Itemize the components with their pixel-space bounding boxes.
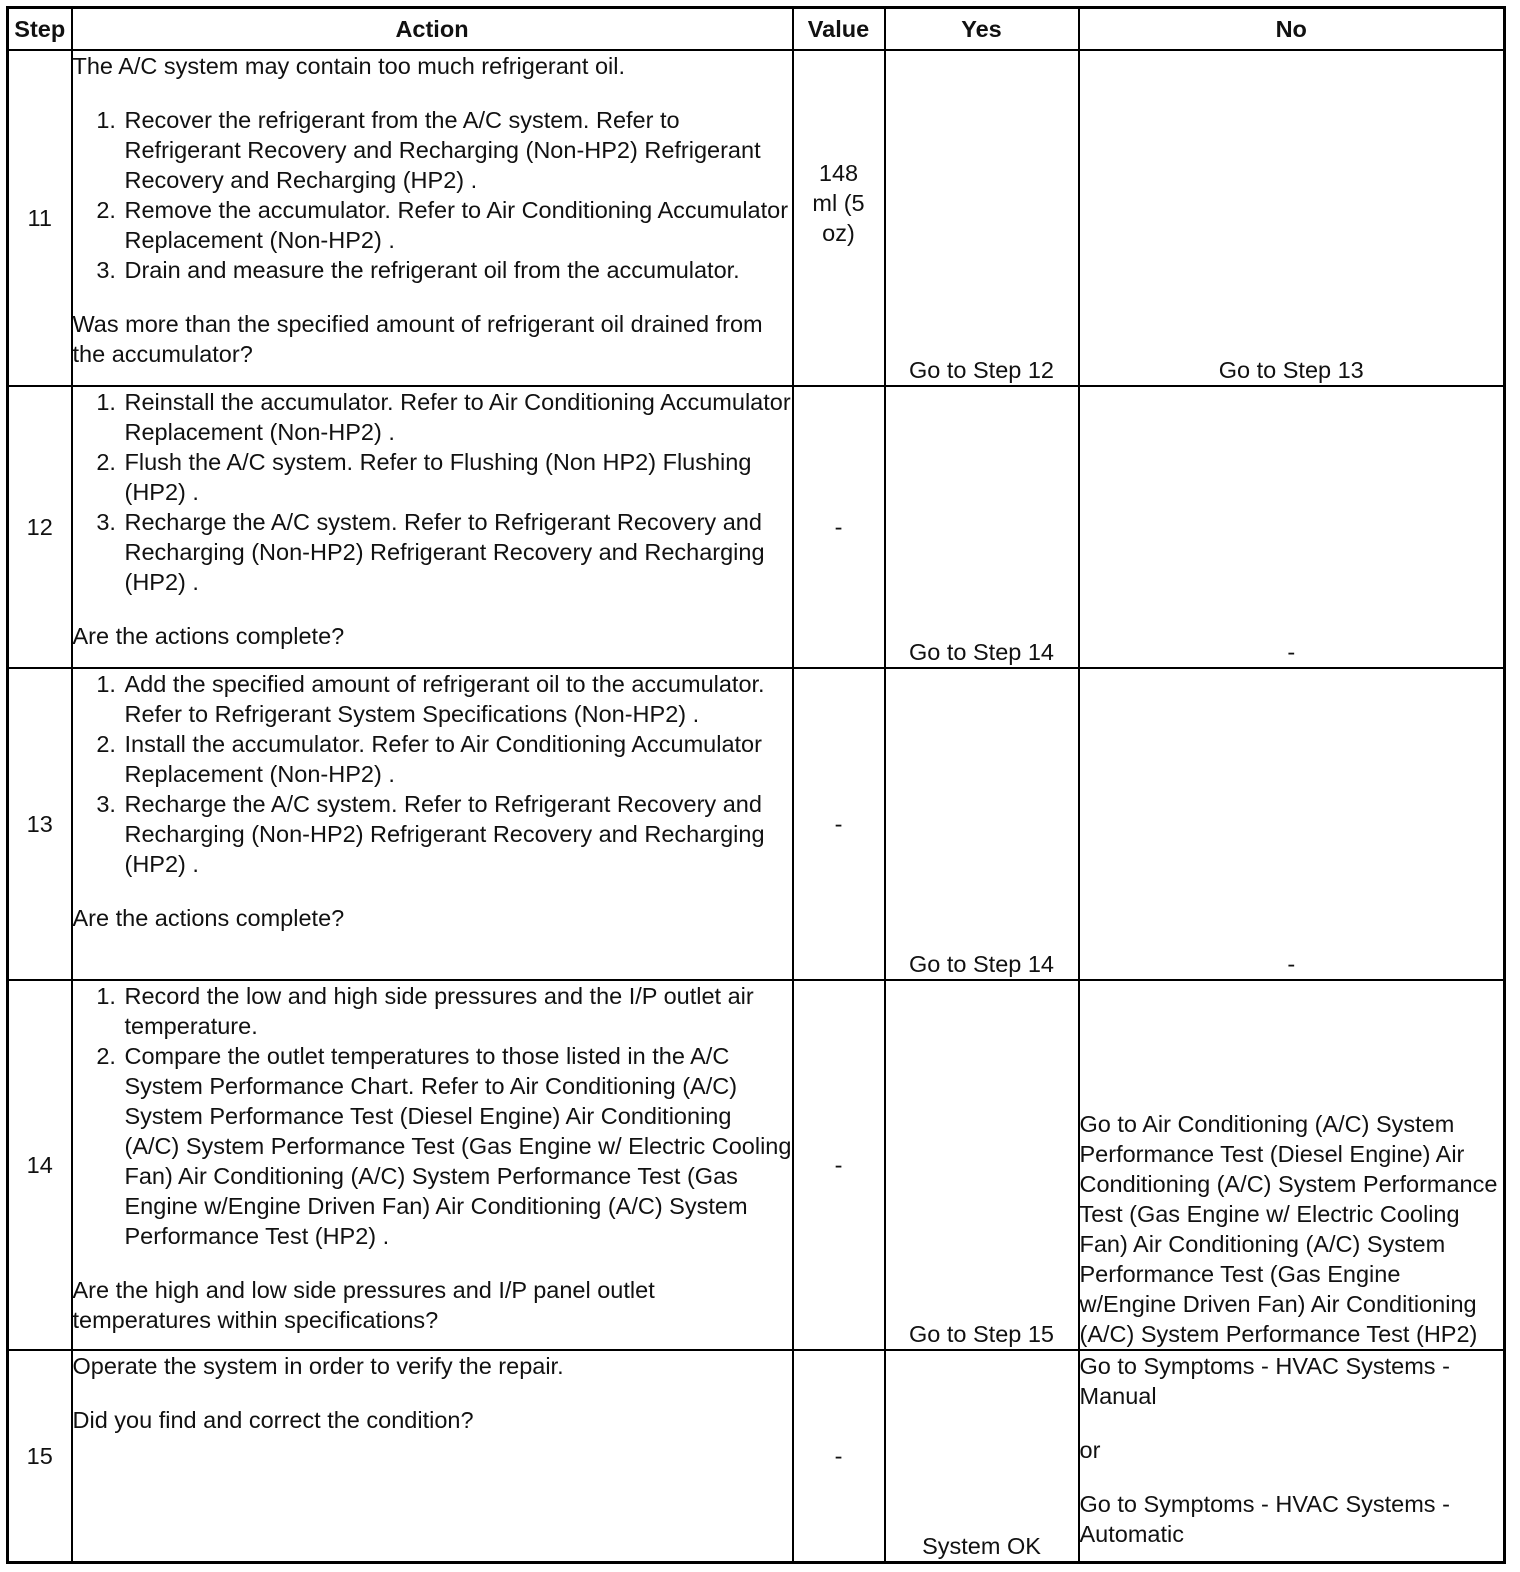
table-row-step-14 [8, 980, 1505, 1350]
action-question: Are the actions complete? [72, 905, 345, 931]
no-option-or: or [1079, 1437, 1101, 1463]
list-item: 3. Recharge the A/C system. Refer to Refrigerant Recovery and Recharging (Non-HP2) Refrigerant Recovery and Recharging (HP2) . [123, 507, 792, 597]
yes-cell: System OK [885, 1350, 1079, 1562]
value-cell: - [793, 386, 885, 668]
no-cell: Go to Step 13 [1079, 50, 1505, 386]
step-number: 13 [8, 668, 72, 980]
step-number: 12 [8, 386, 72, 668]
action-question: Was more than the specified amount of refrigerant oil drained from the accumulator? [72, 311, 763, 367]
list-item: 2. Compare the outlet temperatures to those listed in the A/C System Performance Chart. Refer to Air Conditioning (A/C) System Performance Test (Diesel Engine) Air Conditioning (A/C) System Performance Test (Gas Engine w/ Electric Cooling Fan) Air Conditioning (A/C) System Performance Test (Gas Engine w/Engine Driven Fan) Air Conditioning (A/C) System Performance Test (HP2) . [123, 1041, 792, 1251]
header-value: Value [793, 8, 885, 51]
list-item: 3. Drain and measure the refrigerant oil from the accumulator. [123, 255, 792, 285]
list-item: 2. Flush the A/C system. Refer to Flushing (Non HP2) Flushing (HP2) . [123, 447, 792, 507]
action-steps-list [73, 105, 792, 285]
action-intro: The A/C system may contain too much refrigerant oil. [72, 53, 625, 79]
step-number: 14 [8, 980, 72, 1350]
list-item: 3. Recharge the A/C system. Refer to Refrigerant Recovery and Recharging (Non-HP2) Refrigerant Recovery and Recharging (HP2) . [123, 789, 792, 879]
table-row-step-11 [8, 50, 1505, 386]
action-cell [72, 386, 793, 668]
value-text: 148 ml (5 oz) [812, 160, 865, 246]
action-cell [72, 1350, 793, 1562]
header-step: Step [8, 8, 72, 51]
header-row [8, 8, 1505, 51]
diagnostic-steps-table [6, 6, 1506, 1564]
value-cell: - [793, 1350, 885, 1562]
yes-cell: Go to Step 14 [885, 668, 1079, 980]
list-item: 1. Recover the refrigerant from the A/C system. Refer to Refrigerant Recovery and Recharging (Non-HP2) Refrigerant Recovery and Recharging (HP2) . [123, 105, 792, 195]
table-row-step-15 [8, 1350, 1505, 1562]
value-cell: - [793, 980, 885, 1350]
list-item: 2. Remove the accumulator. Refer to Air Conditioning Accumulator Replacement (Non-HP2) . [123, 195, 792, 255]
yes-cell: Go to Step 15 [885, 980, 1079, 1350]
no-cell: - [1079, 668, 1505, 980]
table-row-step-12 [8, 386, 1505, 668]
no-option-automatic: Go to Symptoms - HVAC Systems - Automatic [1079, 1491, 1450, 1547]
header-action: Action [72, 8, 793, 51]
no-cell [1079, 1350, 1505, 1562]
diagnostic-table-document [6, 6, 1506, 1564]
action-cell [72, 980, 793, 1350]
no-cell: Go to Air Conditioning (A/C) System Performance Test (Diesel Engine) Air Conditioning (A/C) System Performance Test (Gas Engine w/ Electric Cooling Fan) Air Conditioning (A/C) System Performance Test (Gas Engine w/Engine Driven Fan) Air Conditioning (A/C) System Performance Test (HP2) [1079, 980, 1505, 1350]
value-cell [793, 50, 885, 386]
yes-cell: Go to Step 12 [885, 50, 1079, 386]
no-option-manual: Go to Symptoms - HVAC Systems - Manual [1079, 1353, 1450, 1409]
step-number: 15 [8, 1350, 72, 1562]
header-yes: Yes [885, 8, 1079, 51]
value-cell: - [793, 668, 885, 980]
action-steps-list [73, 981, 792, 1251]
action-intro: Operate the system in order to verify the repair. [72, 1353, 564, 1379]
step-number: 11 [8, 50, 72, 386]
list-item: 2. Install the accumulator. Refer to Air Conditioning Accumulator Replacement (Non-HP2) . [123, 729, 792, 789]
header-no: No [1079, 8, 1505, 51]
list-item: 1. Add the specified amount of refrigerant oil to the accumulator. Refer to Refrigerant System Specifications (Non-HP2) . [123, 669, 792, 729]
list-item: 1. Reinstall the accumulator. Refer to Air Conditioning Accumulator Replacement (Non-HP2) . [123, 387, 792, 447]
action-steps-list [73, 387, 792, 597]
list-item: 1. Record the low and high side pressures and the I/P outlet air temperature. [123, 981, 792, 1041]
action-cell [72, 668, 793, 980]
action-question: Did you find and correct the condition? [72, 1407, 474, 1433]
no-cell: - [1079, 386, 1505, 668]
action-cell [72, 50, 793, 386]
table-row-step-13 [8, 668, 1505, 980]
yes-cell: Go to Step 14 [885, 386, 1079, 668]
action-question: Are the high and low side pressures and I/P panel outlet temperatures within specifications? [72, 1277, 655, 1333]
action-steps-list [73, 669, 792, 879]
action-question: Are the actions complete? [72, 623, 345, 649]
